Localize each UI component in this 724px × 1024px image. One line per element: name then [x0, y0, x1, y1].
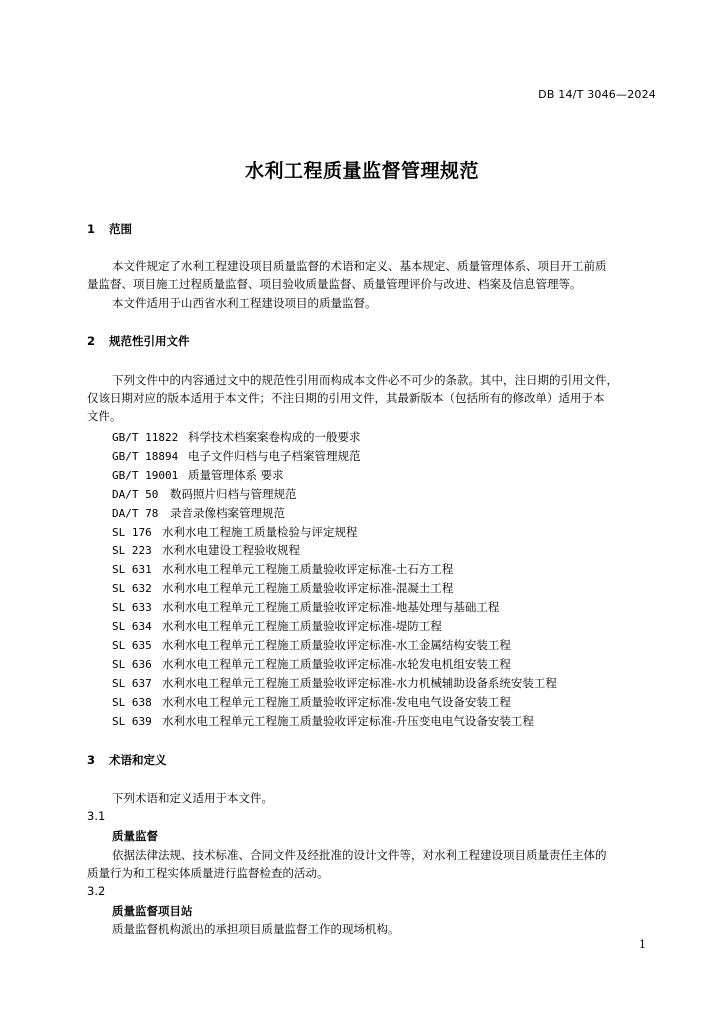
reference-item	[112, 448, 361, 464]
section-heading-scope	[87, 221, 132, 237]
reference-item	[112, 713, 534, 729]
scope-applicability: 本文件适用于山西省水利工程建设项目的质量监督。	[112, 296, 377, 310]
reference-code: SL 631	[112, 563, 152, 577]
reference-title: 质量管理体系 要求	[188, 467, 284, 482]
reference-item	[112, 656, 511, 672]
reference-title: 水利水电工程单元工程施工质量验收评定标准-土石方工程	[162, 562, 454, 577]
reference-code: SL 636	[112, 657, 152, 671]
reference-title: 电子文件归档与电子档案管理规范	[188, 448, 361, 463]
terms-intro: 下列术语和定义适用于本文件。	[112, 791, 273, 805]
reference-code: GB/T 19001	[112, 468, 179, 482]
reference-code: SL 634	[112, 620, 152, 633]
section-number: 1	[87, 222, 96, 236]
standard-number: DB 14/T 3046—2024	[538, 88, 656, 101]
reference-item	[112, 637, 511, 653]
term-definition-line: 质量监督机构派出的承担项目质量监督工作的现场机构。	[112, 922, 400, 936]
document-title: 水利工程质量监督管理规范	[244, 160, 479, 182]
reference-code: SL 223	[112, 544, 152, 558]
reference-code: GB/T 18894	[112, 449, 179, 463]
reference-title: 科学技术档案案卷构成的一般要求	[188, 430, 361, 444]
term-name: 质量监督项目站	[112, 904, 193, 918]
reference-title: 水利水电工程单元工程施工质量验收评定标准-水工金属结构安装工程	[162, 637, 511, 652]
reference-code: GB/T 11822	[112, 431, 179, 444]
section-number: 3	[87, 753, 96, 767]
term-definition-line: 质量行为和工程实体质量进行监督检查的活动。	[87, 866, 329, 880]
reference-item	[112, 467, 284, 483]
reference-code: SL 633	[112, 601, 152, 615]
reference-code: SL 176	[112, 525, 152, 539]
section-title: 术语和定义	[109, 753, 167, 767]
reference-title: 水利水电工程单元工程施工质量验收评定标准-水力机械辅助设备系统安装工程	[162, 675, 557, 690]
reference-code: DA/T 78	[112, 506, 159, 520]
reference-item	[112, 694, 511, 710]
reference-item	[112, 524, 358, 540]
reference-title: 录音录像档案管理规范	[170, 505, 285, 520]
page-number: 1	[639, 938, 646, 951]
term-number: 3.2	[87, 884, 106, 898]
reference-item	[112, 542, 300, 558]
reference-title: 水利水电工程单元工程施工质量验收评定标准-发电电气设备安装工程	[162, 694, 511, 709]
reference-item	[112, 429, 361, 445]
reference-code: DA/T 50	[112, 487, 159, 501]
normative-intro-line: 下列文件中的内容通过文中的规范性引用而构成本文件必不可少的条款。其中，注日期的引用文件，	[112, 373, 618, 387]
reference-title: 水利水电工程施工质量检验与评定规程	[162, 524, 358, 539]
reference-code: SL 639	[112, 714, 152, 728]
term-number: 3.1	[87, 809, 106, 823]
reference-item	[112, 505, 285, 521]
reference-item	[112, 618, 442, 634]
normative-intro-line: 文件。	[87, 409, 122, 423]
reference-code: SL 637	[112, 676, 152, 690]
section-title: 规范性引用文件	[109, 334, 190, 348]
reference-title: 数码照片归档与管理规范	[170, 486, 297, 501]
reference-item	[112, 580, 453, 596]
reference-title: 水利水电工程单元工程施工质量验收评定标准-堤防工程	[162, 619, 442, 633]
reference-item	[112, 561, 453, 577]
scope-paragraph-line: 量监督、项目施工过程质量监督、项目验收质量监督、质量管理评价与改进、档案及信息管理等。	[87, 277, 582, 291]
reference-code: SL 638	[112, 695, 152, 709]
section-number: 2	[87, 334, 96, 348]
reference-title: 水利水电工程单元工程施工质量验收评定标准-升压变电电气设备安装工程	[162, 713, 534, 728]
reference-item	[112, 599, 499, 615]
reference-item	[112, 486, 297, 502]
section-heading-terms	[87, 752, 167, 768]
reference-title: 水利水电工程单元工程施工质量验收评定标准-混凝土工程	[162, 581, 454, 596]
reference-title: 水利水电工程单元工程施工质量验收评定标准-水轮发电机组安装工程	[162, 656, 511, 671]
reference-title: 水利水电建设工程验收规程	[162, 543, 300, 558]
term-name: 质量监督	[112, 829, 158, 843]
reference-code: SL 635	[112, 638, 152, 652]
normative-intro-line: 仅该日期对应的版本适用于本文件；不注日期的引用文件，其最新版本（包括所有的修改单）适用于本	[87, 391, 605, 405]
reference-code: SL 632	[112, 582, 152, 596]
reference-title: 水利水电工程单元工程施工质量验收评定标准-地基处理与基础工程	[162, 600, 500, 615]
reference-item	[112, 675, 557, 691]
term-definition-line: 依据法律法规、技术标准、合同文件及经批准的设计文件等，对水利工程建设项目质量责任主体的	[112, 848, 607, 862]
section-heading-normative	[87, 333, 190, 349]
section-title: 范围	[109, 222, 133, 236]
scope-paragraph-line: 本文件规定了水利工程建设项目质量监督的术语和定义、基本规定、质量管理体系、项目开工前质	[112, 259, 607, 273]
